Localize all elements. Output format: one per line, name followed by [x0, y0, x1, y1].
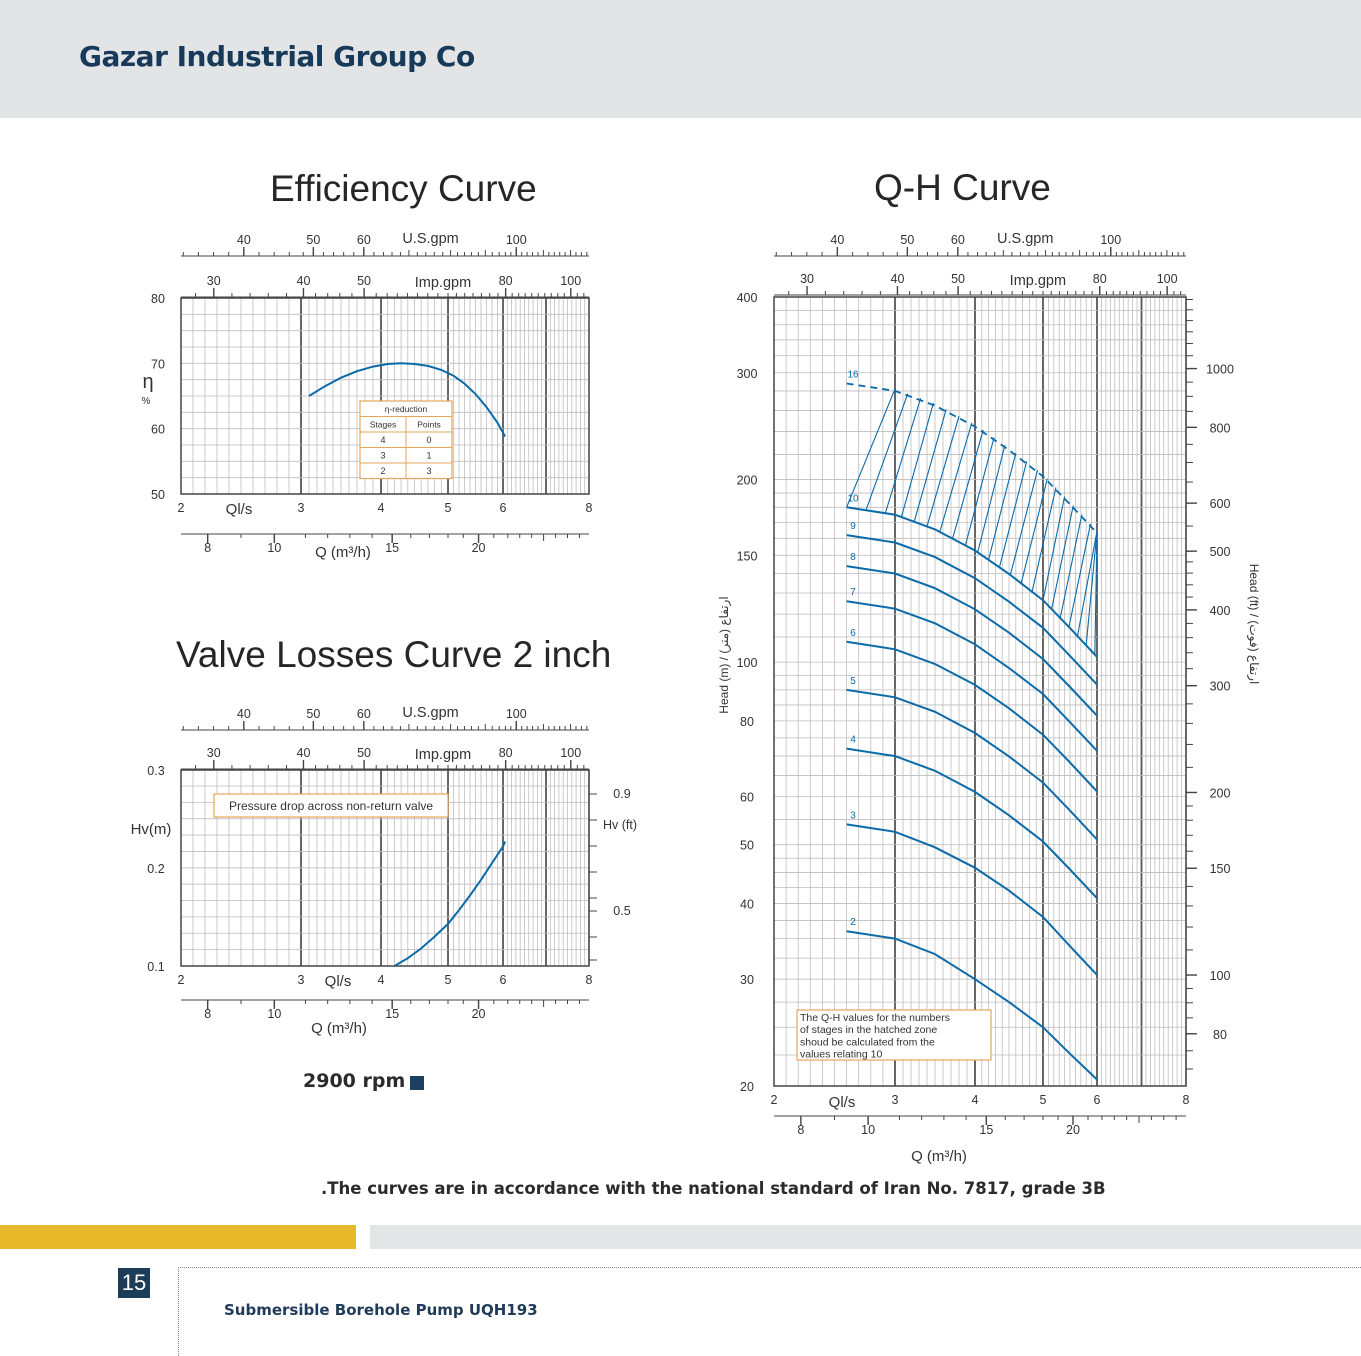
impgpm-tick-label: 80: [1092, 272, 1107, 286]
usgpm-tick-label: 100: [1100, 233, 1122, 247]
usgpm-axis-label: U.S.gpm: [402, 231, 459, 247]
impgpm-tick-label: 40: [296, 746, 311, 760]
eta-table-cell: 2: [380, 466, 386, 476]
footer-grey-bar: [370, 1225, 1361, 1249]
qh-hatch-line: [1032, 487, 1056, 591]
qls-tick-label: 3: [297, 973, 305, 987]
rpm-marker: [410, 1076, 424, 1090]
qh-annotation: [797, 1010, 991, 1061]
qls-tick-label: 2: [177, 973, 185, 987]
qh-ft-tick-label: 100: [1209, 969, 1231, 984]
qh-y-tick-label: 400: [736, 291, 758, 305]
impgpm-tick-label: 100: [560, 746, 582, 760]
valve-y-tick-label: 0.2: [147, 862, 165, 876]
qh-ft-tick-label: 800: [1209, 421, 1231, 436]
usgpm-tick-label: 40: [830, 233, 845, 247]
m3h-tick-label: 20: [471, 1007, 486, 1021]
qh-stage-label: 3: [850, 810, 856, 822]
qls-tick-label: 6: [499, 501, 507, 515]
eff-x-unit-label: Ql/s: [225, 501, 253, 518]
impgpm-axis-label: Imp.gpm: [414, 747, 472, 763]
qls-tick-label: 5: [444, 501, 452, 515]
m3h-tick-label: 20: [1066, 1123, 1080, 1137]
usgpm-tick-label: 50: [306, 233, 321, 247]
qh-ft-tick-label: 80: [1213, 1027, 1227, 1042]
m3h-tick-label: 15: [385, 1007, 400, 1021]
impgpm-tick-label: 80: [498, 274, 513, 288]
qls-tick-label: 6: [499, 973, 507, 987]
qh-annotation-line: values relating 10: [800, 1048, 883, 1061]
valve-y-tick-label: 0.1: [147, 960, 165, 974]
valve-ft-axis-label: Hv (ft): [602, 818, 638, 832]
usgpm-tick-label: 60: [950, 233, 965, 247]
qh-hatch-line: [965, 438, 994, 546]
eff-y-tick-label: 60: [151, 422, 165, 437]
impgpm-tick-label: 50: [357, 746, 372, 760]
eta-table-cell: 4: [380, 435, 386, 445]
eff-m3h-axis-label: Q (m³/h): [315, 544, 371, 561]
valve-losses-title: Valve Losses Curve 2 inch: [176, 634, 612, 675]
qls-tick-label: 4: [971, 1093, 979, 1107]
m3h-tick-label: 15: [385, 541, 400, 555]
efficiency-title: Efficiency Curve: [270, 168, 537, 209]
m3h-tick-label: 10: [861, 1123, 876, 1137]
footer-gold-bar: [0, 1225, 356, 1249]
impgpm-axis-label: Imp.gpm: [414, 275, 472, 291]
qls-tick-label: 3: [891, 1093, 899, 1107]
page-number: 15: [118, 1268, 150, 1298]
eta-table-cell: 3: [426, 466, 432, 476]
qh-annotation-line: shoud be calculated from the: [800, 1036, 935, 1049]
qh-ft-tick-label: 600: [1209, 497, 1231, 512]
qh-title: Q-H Curve: [874, 167, 1051, 208]
company-name: Gazar Industrial Group Co: [79, 40, 475, 73]
plot-frame: [774, 297, 1186, 1086]
usgpm-tick-label: 40: [236, 233, 251, 247]
qh-hatch-line: [1069, 524, 1091, 627]
impgpm-tick-label: 30: [800, 272, 814, 286]
qh-stage-label: 4: [850, 734, 856, 746]
qls-tick-label: 3: [297, 501, 305, 515]
impgpm-tick-label: 30: [206, 746, 221, 760]
qls-tick-label: 4: [377, 973, 385, 987]
qls-tick-label: 2: [770, 1093, 778, 1107]
qh-ft-axis-label: Head (ft) / ارتفاع (فوت): [1247, 563, 1261, 685]
qh-y-tick-label: 50: [740, 838, 754, 853]
qh-stage-label: 9: [850, 521, 856, 533]
qh-hatch-line: [1060, 515, 1082, 618]
qh-y-tick-label: 300: [736, 366, 758, 381]
eff-y-tick-label: 50: [151, 488, 165, 502]
qh-y-tick-label: 60: [740, 790, 754, 805]
impgpm-tick-label: 50: [951, 272, 966, 286]
qh-hatch-line: [901, 403, 933, 517]
qh-stage-label: 10: [847, 493, 859, 505]
qh-ft-tick-label: 1000: [1206, 362, 1234, 377]
eta-table-header: Stages: [369, 419, 397, 430]
qls-tick-label: 5: [444, 973, 452, 987]
m3h-tick-label: 8: [204, 1007, 212, 1021]
impgpm-tick-label: 40: [890, 272, 905, 286]
footer-divider-vertical: [178, 1267, 179, 1356]
qh-y-tick-label: 80: [740, 714, 754, 729]
valve-ft-tick-label: 0.5: [613, 904, 631, 918]
impgpm-tick-label: 100: [560, 274, 582, 288]
usgpm-tick-label: 100: [505, 233, 527, 247]
eta-table-header: Points: [417, 419, 441, 430]
qh-annotation-line: of stages in the hatched zone: [800, 1024, 938, 1037]
qh-m3h-axis-label: Q (m³/h): [911, 1148, 967, 1165]
qls-tick-label: 8: [1182, 1093, 1190, 1107]
usgpm-tick-label: 100: [505, 707, 527, 721]
eff-y-unit-label: %: [141, 396, 151, 407]
valve-annotation-text: Pressure drop across non-return valve: [228, 799, 434, 813]
qh-stage-label: 2: [850, 917, 856, 929]
qls-tick-label: 6: [1093, 1093, 1101, 1107]
usgpm-tick-label: 50: [900, 233, 915, 247]
qh-ft-tick-label: 200: [1209, 786, 1231, 801]
qh-y-tick-label: 200: [736, 473, 758, 488]
qh-stage-label: 5: [850, 675, 856, 687]
usgpm-tick-label: 50: [306, 707, 321, 721]
qls-tick-label: 8: [585, 501, 593, 515]
rpm-label: 2900 rpm: [303, 1070, 406, 1092]
valve-loss-curve: [394, 842, 505, 967]
m3h-tick-label: 8: [204, 541, 212, 555]
qh-ft-tick-label: 150: [1209, 862, 1231, 877]
m3h-tick-label: 10: [267, 1007, 282, 1021]
eff-y-tick-label: 70: [151, 357, 165, 372]
footer-divider: [178, 1267, 1361, 1268]
qh-x-unit-label: Ql/s: [828, 1094, 856, 1111]
qh-stage-label: 7: [850, 587, 856, 599]
qh-ft-tick-label: 400: [1209, 603, 1231, 618]
qls-tick-label: 5: [1039, 1093, 1047, 1107]
eta-table-title: η-reduction: [384, 404, 428, 414]
qls-tick-label: 4: [377, 501, 385, 515]
qls-tick-label: 2: [177, 501, 185, 515]
valve-ft-tick-label: 0.9: [613, 787, 631, 801]
usgpm-axis-label: U.S.gpm: [997, 231, 1054, 247]
impgpm-tick-label: 80: [498, 746, 513, 760]
usgpm-tick-label: 60: [356, 707, 371, 721]
impgpm-tick-label: 40: [296, 274, 311, 288]
footer-product: Submersible Borehole Pump UQH193: [224, 1301, 538, 1319]
qls-tick-label: 8: [585, 973, 593, 987]
qh-stage-label: 6: [850, 627, 856, 639]
m3h-tick-label: 20: [471, 541, 486, 555]
impgpm-tick-label: 50: [357, 274, 372, 288]
eff-y-tick-label: 80: [151, 292, 165, 306]
valve-m3h-axis-label: Q (m³/h): [311, 1020, 367, 1037]
impgpm-tick-label: 100: [1156, 272, 1178, 286]
usgpm-tick-label: 40: [236, 707, 251, 721]
usgpm-axis-label: U.S.gpm: [402, 705, 459, 721]
eff-y-axis-label: η: [142, 371, 154, 393]
valve-y-axis-label: Hv(m): [130, 821, 172, 838]
qh-y-tick-label: 20: [740, 1080, 754, 1094]
valve-x-unit-label: Ql/s: [324, 973, 352, 990]
impgpm-axis-label: Imp.gpm: [1009, 273, 1067, 289]
qh-stage-label: 16: [847, 369, 859, 381]
m3h-tick-label: 15: [979, 1123, 994, 1137]
m3h-tick-label: 8: [797, 1123, 805, 1137]
qh-ft-tick-label: 500: [1209, 545, 1231, 560]
qh-ft-tick-label: 300: [1209, 679, 1231, 694]
qh-stage-label: 8: [850, 552, 856, 564]
standard-note: .The curves are in accordance with the national standard of Iran No. 7817, grade 3B: [321, 1179, 1106, 1198]
usgpm-tick-label: 60: [356, 233, 371, 247]
eta-table-cell: 1: [426, 450, 432, 461]
qh-y-tick-label: 40: [740, 897, 754, 912]
qh-annotation-line: The Q-H values for the numbers: [800, 1012, 950, 1024]
impgpm-tick-label: 30: [206, 274, 221, 288]
qh-y-axis-label: Head (m) / ارتفاع (متر): [717, 596, 731, 714]
eta-table-cell: 0: [426, 435, 432, 445]
eta-table-cell: 3: [380, 450, 386, 461]
qh-y-tick-label: 30: [740, 973, 754, 988]
qh-y-tick-label: 100: [736, 656, 758, 671]
valve-y-tick-label: 0.3: [147, 764, 165, 778]
m3h-tick-label: 10: [267, 541, 282, 555]
qh-y-tick-label: 150: [736, 549, 758, 564]
